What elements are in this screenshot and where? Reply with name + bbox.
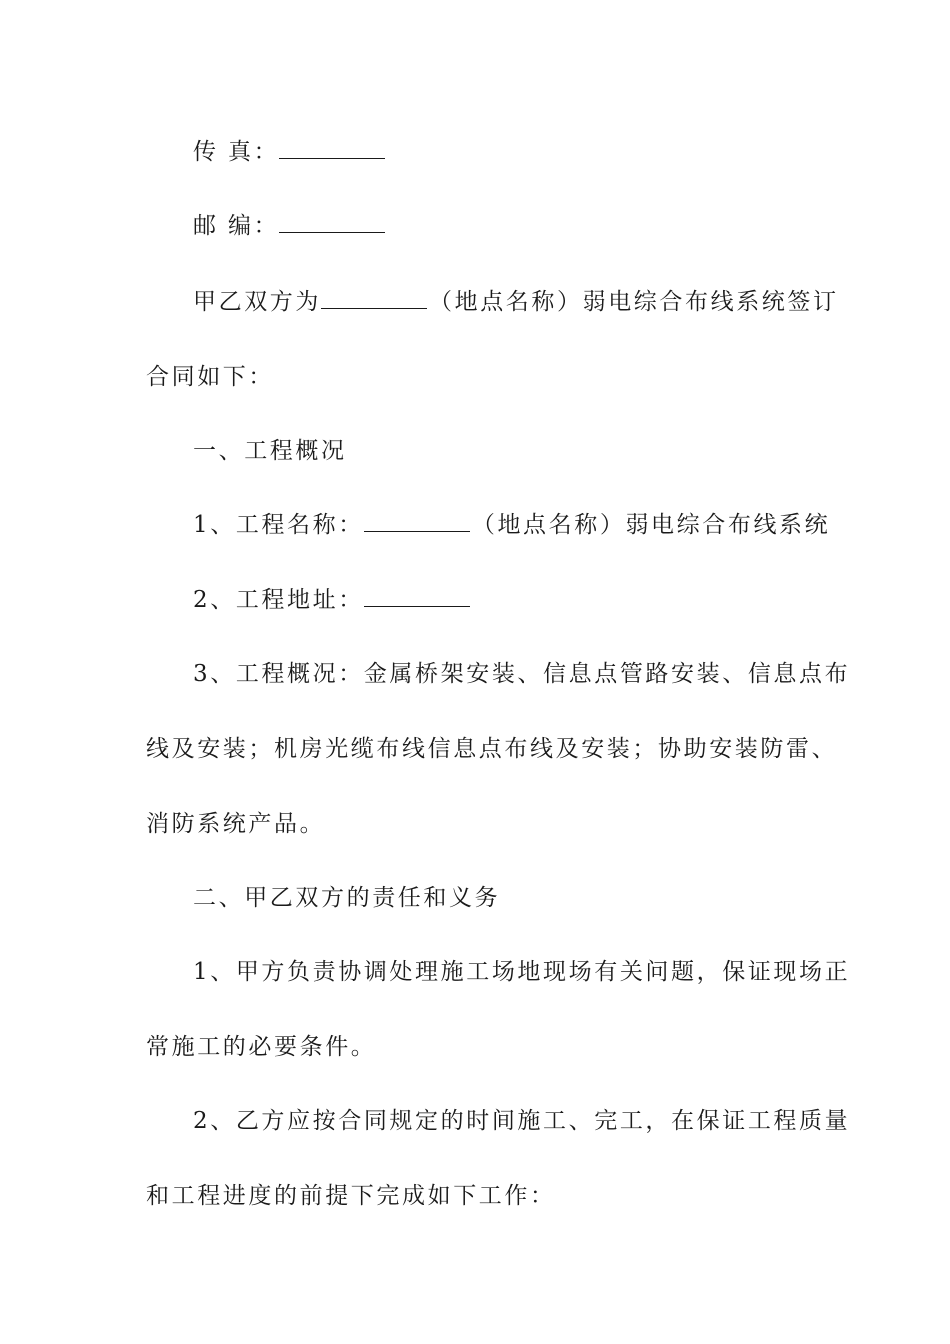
duty-1-line-2 [146,1032,816,1062]
site-name-blank[interactable] [321,288,427,309]
fax-line [193,137,863,167]
item-3-text-b: 线及安装；机房光缆布线信息点布线及安装；协助安装防雷、 [146,736,838,762]
section-2-title [193,883,863,913]
section-1-title [193,436,863,466]
duty-1-line-1 [193,957,863,987]
item-1-text: （地点名称）弱电综合布线系统 [471,512,831,538]
duty-2-line-1 [193,1106,863,1136]
duty-2-text-a: 2、乙方应按合同规定的时间施工、完工，在保证工程质量 [193,1108,851,1134]
project-address-blank[interactable] [364,586,470,607]
item-2-line [193,585,863,615]
item-1-label: 1、工程名称： [193,512,364,538]
item-3-text-a: 3、工程概况：金属桥架安装、信息点管路安装、信息点布 [193,661,851,687]
zip-line [193,211,863,241]
item-3-text-c: 消防系统产品。 [146,811,326,837]
item-1-line [193,510,863,540]
fax-blank-field[interactable] [279,138,385,159]
fax-label-second: 真： [228,139,280,165]
project-name-blank[interactable] [364,511,470,532]
duty-2-line-2 [146,1181,816,1211]
duty-1-text-a: 1、甲方负责协调处理施工场地现场有关问题，保证现场正 [193,959,851,985]
duty-2-text-b: 和工程进度的前提下完成如下工作： [146,1183,556,1209]
item-3-line-1 [193,659,863,689]
intro-text-a: 甲乙双方为 [193,289,321,315]
item-3-line-3 [146,809,816,839]
intro-text-c: 合同如下： [146,364,274,390]
intro-line-1 [193,287,863,317]
item-2-label: 2、工程地址： [193,587,364,613]
item-3-line-2 [146,734,838,764]
fax-label-first: 传 [193,139,228,165]
intro-text-b: （地点名称）弱电综合布线系统签订 [429,289,839,315]
section-1-heading: 一、工程概况 [193,438,347,464]
duty-1-text-b: 常施工的必要条件。 [146,1034,377,1060]
section-2-heading: 二、甲乙双方的责任和义务 [193,885,501,911]
intro-line-2 [146,362,816,392]
zip-blank-field[interactable] [279,212,385,233]
zip-label-second: 编： [228,213,280,239]
zip-label-first: 邮 [193,213,228,239]
